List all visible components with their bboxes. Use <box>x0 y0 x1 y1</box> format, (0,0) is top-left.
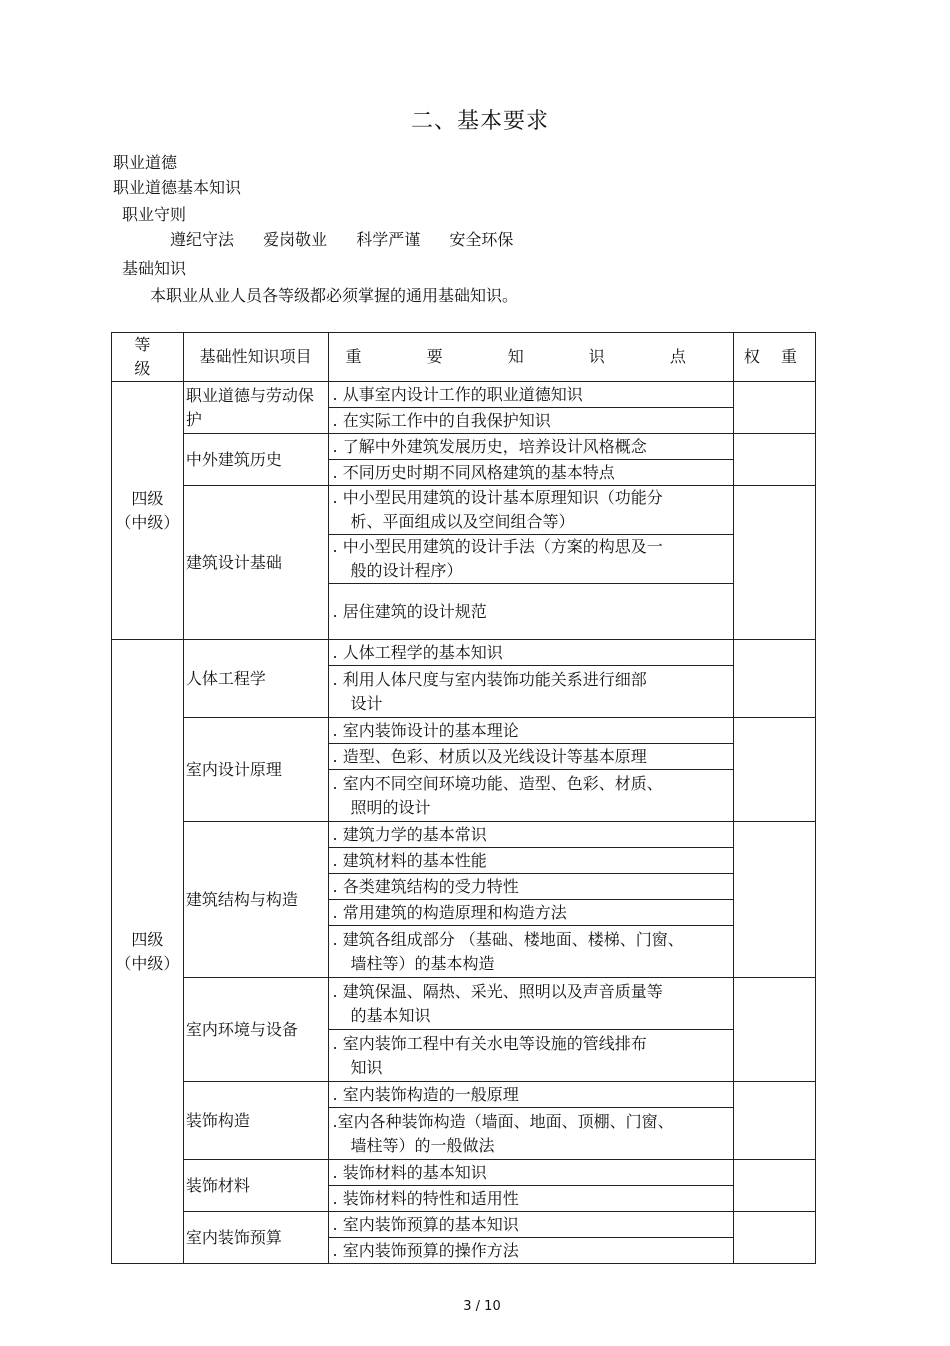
knowledge-point-text: . 在实际工作中的自我保护知识 <box>332 410 551 430</box>
knowledge-point <box>328 1212 733 1238</box>
section-heading-code: 职业守则 <box>122 205 187 224</box>
table-row <box>112 1212 816 1238</box>
page-title: 二、基本要求 <box>410 109 549 134</box>
knowledge-point-continuation: 的基本知识 <box>350 1005 431 1025</box>
knowledge-point <box>328 926 733 978</box>
code-of-conduct-list <box>170 227 537 250</box>
weight-cell <box>733 486 815 640</box>
table-row <box>112 640 816 666</box>
knowledge-point-text: . 人体工程学的基本知识 <box>332 642 503 662</box>
knowledge-point-text: . 常用建筑的构造原理和构造方法 <box>332 902 567 922</box>
section-heading-basics: 基础知识 <box>122 259 187 278</box>
knowledge-point-text: . 从事室内设计工作的职业道德知识 <box>332 384 583 404</box>
section-heading-ethics-knowledge: 职业道德基本知识 <box>113 178 242 197</box>
knowledge-point-text: . 了解中外建筑发展历史，培养设计风格概念 <box>332 436 647 456</box>
virtue-item: 爱岗敬业 <box>263 230 328 249</box>
knowledge-point-continuation: 知识 <box>350 1057 383 1077</box>
knowledge-item: 人体工程学 <box>183 640 328 718</box>
knowledge-point <box>328 434 733 460</box>
level-cell <box>112 382 184 640</box>
knowledge-point-continuation: 般的设计程序） <box>350 561 463 580</box>
knowledge-point-text: . 中小型民用建筑的设计手法（方案的构思及一 <box>332 537 663 556</box>
page-number: 3 / 10 <box>463 1299 501 1314</box>
level-sublabel: （中级） <box>115 953 180 973</box>
knowledge-point-text: .室内各种装饰构造（墙面、地面、顶棚、门窗、 <box>332 1111 674 1131</box>
knowledge-point-text: . 中小型民用建筑的设计基本原理知识（功能分 <box>332 488 663 507</box>
knowledge-item: 职业道德与劳动保护 <box>183 382 328 434</box>
weight-cell <box>733 1212 815 1264</box>
knowledge-item: 室内环境与设备 <box>183 978 328 1082</box>
knowledge-point <box>328 1030 733 1082</box>
knowledge-point-text: . 造型、色彩、材质以及光线设计等基本原理 <box>332 746 647 766</box>
knowledge-point-continuation: 设计 <box>350 693 383 713</box>
knowledge-point <box>328 718 733 744</box>
knowledge-item: 室内设计原理 <box>183 718 328 822</box>
level-label: 四级 <box>131 929 164 949</box>
knowledge-point-text: . 室内装饰设计的基本理论 <box>332 720 519 740</box>
knowledge-point <box>328 460 733 486</box>
knowledge-item: 建筑设计基础 <box>183 486 328 640</box>
table-row <box>112 486 816 535</box>
table-body <box>112 382 816 1264</box>
knowledge-point-text: . 各类建筑结构的受力特性 <box>332 876 519 896</box>
knowledge-point-text: . 建筑保温、隔热、采光、照明以及声音质量等 <box>332 981 663 1001</box>
weight-cell <box>733 978 815 1082</box>
knowledge-point-text: . 不同历史时期不同风格建筑的基本特点 <box>332 462 615 482</box>
knowledge-point-continuation: 照明的设计 <box>350 797 431 817</box>
virtue-item: 科学严谨 <box>356 230 421 249</box>
level-cell <box>112 640 184 1264</box>
knowledge-point <box>328 1160 733 1186</box>
table-row <box>112 822 816 848</box>
knowledge-point <box>328 408 733 434</box>
knowledge-point-text: . 利用人体尺度与室内装饰功能关系进行细部 <box>332 669 647 689</box>
knowledge-point-text: . 室内装饰工程中有关水电等设施的管线排布 <box>332 1033 647 1053</box>
knowledge-item: 建筑结构与构造 <box>183 822 328 978</box>
knowledge-point-text: . 建筑各组成部分 （基础、楼地面、楼梯、门窗、 <box>332 929 684 949</box>
knowledge-point <box>328 382 733 408</box>
weight-cell <box>733 1082 815 1160</box>
knowledge-point-text: . 室内装饰预算的基本知识 <box>332 1214 519 1234</box>
knowledge-point <box>328 848 733 874</box>
knowledge-point <box>328 584 733 640</box>
table-row <box>112 1082 816 1108</box>
header-weight: 权 重 <box>733 333 815 382</box>
table-header-row <box>112 333 816 382</box>
table-row <box>112 382 816 408</box>
section-heading-ethics: 职业道德 <box>113 153 178 172</box>
level-sublabel: （中级） <box>115 512 180 532</box>
knowledge-point <box>328 1082 733 1108</box>
knowledge-item: 室内装饰预算 <box>183 1212 328 1264</box>
knowledge-item: 装饰构造 <box>183 1082 328 1160</box>
weight-cell <box>733 1160 815 1212</box>
knowledge-point <box>328 640 733 666</box>
table-row <box>112 718 816 744</box>
knowledge-point <box>328 770 733 822</box>
knowledge-point <box>328 822 733 848</box>
knowledge-point <box>328 874 733 900</box>
knowledge-point-text: . 建筑力学的基本常识 <box>332 824 487 844</box>
weight-cell <box>733 434 815 486</box>
basics-description: 本职业从业人员各等级都必须掌握的通用基础知识。 <box>150 286 519 305</box>
weight-cell <box>733 382 815 434</box>
knowledge-point-text: . 装饰材料的特性和适用性 <box>332 1188 519 1208</box>
knowledge-point-text: . 室内装饰构造的一般原理 <box>332 1084 519 1104</box>
weight-cell <box>733 640 815 718</box>
knowledge-point-continuation: 析、平面组成以及空间组合等） <box>350 512 575 531</box>
table-row <box>112 434 816 460</box>
knowledge-point-text: . 装饰材料的基本知识 <box>332 1162 487 1182</box>
knowledge-item: 装饰材料 <box>183 1160 328 1212</box>
table-row <box>112 978 816 1030</box>
table-row <box>112 1160 816 1186</box>
knowledge-point <box>328 1238 733 1264</box>
knowledge-point-text: . 建筑材料的基本性能 <box>332 850 487 870</box>
virtue-item: 遵纪守法 <box>170 230 235 249</box>
knowledge-point-text: . 居住建筑的设计规范 <box>332 601 487 621</box>
knowledge-item: 中外建筑历史 <box>183 434 328 486</box>
virtue-item: 安全环保 <box>449 230 514 249</box>
requirements-table <box>111 332 816 1264</box>
knowledge-point-continuation: 墙柱等）的基本构造 <box>350 953 495 973</box>
header-points: 重 要 知 识 点 <box>328 333 733 382</box>
knowledge-point <box>328 978 733 1030</box>
knowledge-point <box>328 1108 733 1160</box>
header-level: 等 级 <box>112 333 184 382</box>
weight-cell <box>733 718 815 822</box>
level-label: 四级 <box>131 488 164 508</box>
knowledge-point <box>328 1186 733 1212</box>
knowledge-point-text: . 室内装饰预算的操作方法 <box>332 1240 519 1260</box>
knowledge-point <box>328 744 733 770</box>
knowledge-point-continuation: 墙柱等）的一般做法 <box>350 1135 495 1155</box>
weight-cell <box>733 822 815 978</box>
knowledge-point <box>328 486 733 535</box>
knowledge-point <box>328 535 733 584</box>
knowledge-point-text: . 室内不同空间环境功能、造型、色彩、材质、 <box>332 773 663 793</box>
header-item: 基础性知识项目 <box>183 333 328 382</box>
knowledge-point <box>328 666 733 718</box>
knowledge-point <box>328 900 733 926</box>
